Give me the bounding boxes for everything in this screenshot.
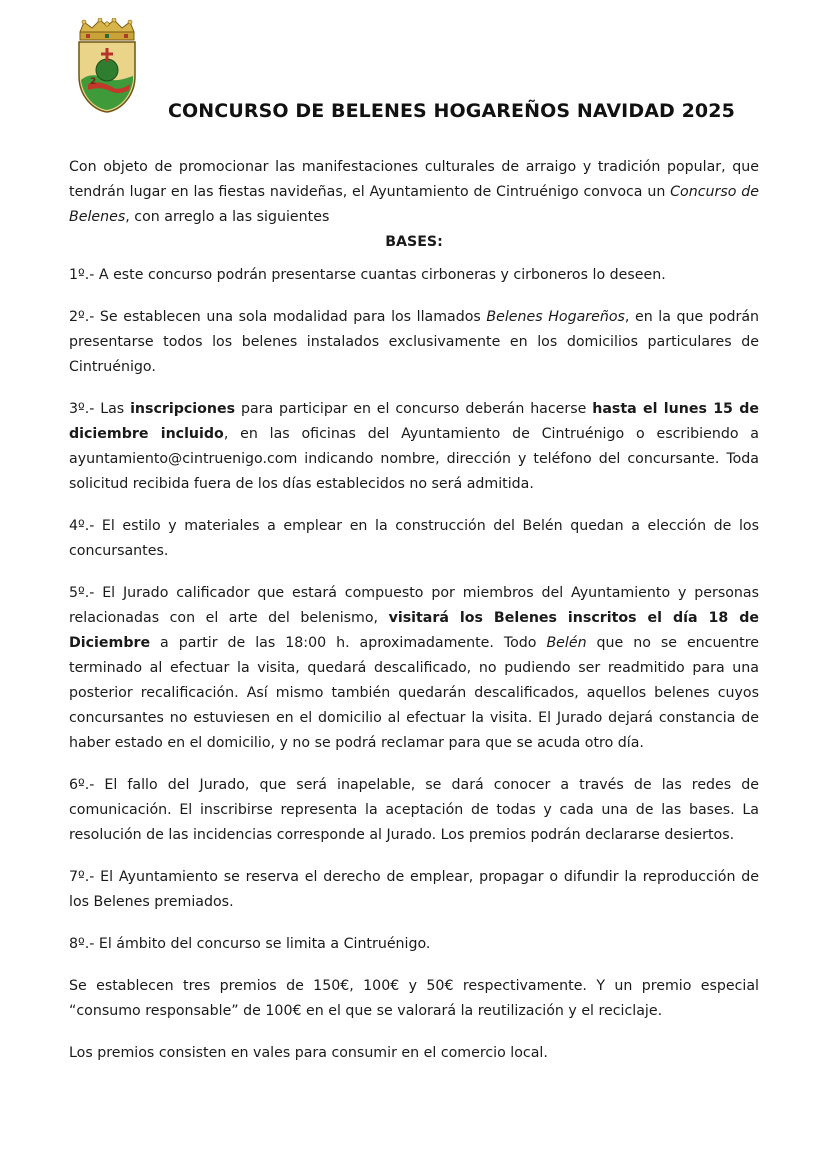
shield-icon	[79, 42, 135, 112]
intro-paragraph: Con objeto de promocionar las manifestaciones culturales de arraigo y tradición popular, que tendrán lugar en las fiestas navideñas, el Ayuntamiento de Cintruénigo convoca un Concurso de Belenes, con arreglo a las siguientes	[69, 159, 759, 225]
rule-1: 1º.- A este concurso podrán presentarse cuantas cirboneras y cirboneros lo deseen.	[69, 267, 666, 283]
document-title: CONCURSO DE BELENES HOGAREÑOS NAVIDAD 2025	[168, 100, 735, 122]
rule-3: 3º.- Las inscripciones para participar en el concurso deberán hacerse hasta el lunes 15 de diciembre incluido, en las oficinas del Ayuntamiento de Cintruénigo o escribiendo a ayuntamiento@cintruenigo.com indicando nombre, dirección y teléfono del concursante. Toda solicitud recibida fuera de los días establecidos no será admitida.	[69, 401, 760, 492]
svg-text:2: 2	[90, 77, 97, 87]
rule-2: 2º.- Se establecen una sola modalidad para los llamados Belenes Hogareños, en la que podrán presentarse todos los belenes instalados exclusivamente en los domicilios particulares de Cintruénigo.	[69, 309, 760, 375]
rule-6: 6º.- El fallo del Jurado, que será inapelable, se dará conocer a través de las redes de comunicación. El inscribirse representa la aceptación de todas y cada una de las bases. La resolución de las incidencias corresponde al Jurado. Los premios podrán declararse desiertos.	[69, 777, 759, 843]
crown-icon	[80, 18, 134, 40]
rule-8: 8º.- El ámbito del concurso se limita a Cintruénigo.	[69, 936, 431, 952]
rule-7: 7º.- El Ayuntamiento se reserva el derecho de emplear, propagar o difundir la reproducción de los Belenes premiados.	[69, 869, 759, 910]
coat-of-arms-icon	[74, 18, 140, 114]
document-body	[69, 155, 759, 1083]
bases-heading: BASES:	[385, 234, 443, 250]
prizes-paragraph: Se establecen tres premios de 150€, 100€ y 50€ respectivamente. Y un premio especial “consumo responsable” de 100€ en el que se valorará la reutilización y el reciclaje.	[69, 978, 759, 1019]
rule-5: 5º.- El Jurado calificador que estará compuesto por miembros del Ayuntamiento y personas relacionadas con el arte del belenismo, visitará los Belenes inscritos el día 18 de Diciembre a partir de las 18:00 h. aproximadamente. Todo Belén que no se encuentre terminado al efectuar la visita, quedará descalificado, no pudiendo ser readmitido para una posterior recalificación. Así mismo también quedarán descalificados, aquellos belenes cuyos concursantes no estuviesen en el domicilio al efectuar la visita. El Jurado dejará constancia de haber estado en el domicilio, y no se podrá reclamar para que se acuda otro día.	[69, 585, 759, 751]
rule-4: 4º.- El estilo y materiales a emplear en la construcción del Belén quedan a elección de los concursantes.	[69, 518, 759, 559]
vouchers-paragraph: Los premios consisten en vales para consumir en el comercio local.	[69, 1045, 548, 1061]
